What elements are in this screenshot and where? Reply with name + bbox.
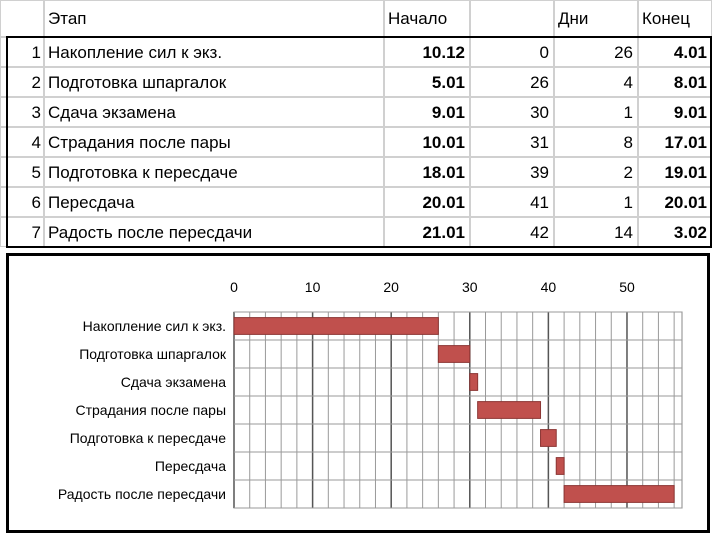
table-border-left [6,36,8,248]
gantt-bar [564,486,674,503]
start-cell[interactable]: 18.01 [384,157,470,187]
row-index[interactable]: 1 [0,37,44,67]
start-cell[interactable]: 20.01 [384,187,470,217]
stage-cell[interactable]: Пересдача [44,187,384,217]
offset-cell[interactable]: 0 [470,37,554,67]
header-end[interactable]: Конец [638,0,712,37]
header-stage[interactable]: Этап [44,0,384,37]
table-border-right [710,36,712,248]
category-label: Подготовка к пересдаче [69,430,226,446]
stage-cell[interactable]: Радость после пересдачи [44,217,384,247]
table-border-bottom [6,246,712,248]
days-cell[interactable]: 2 [554,157,638,187]
stage-cell[interactable]: Подготовка шпаргалок [44,67,384,97]
stage-cell[interactable]: Страдания после пары [44,127,384,157]
gantt-bar [478,402,541,419]
days-cell[interactable]: 14 [554,217,638,247]
offset-cell[interactable]: 30 [470,97,554,127]
category-label: Страдания после пары [75,402,226,418]
end-cell[interactable]: 20.01 [638,187,712,217]
days-cell[interactable]: 8 [554,127,638,157]
offset-cell[interactable]: 42 [470,217,554,247]
start-cell[interactable]: 5.01 [384,67,470,97]
offset-cell[interactable]: 26 [470,67,554,97]
end-cell[interactable]: 9.01 [638,97,712,127]
x-tick-label: 40 [540,279,557,295]
row-index[interactable]: 4 [0,127,44,157]
start-cell[interactable]: 10.12 [384,37,470,67]
row-index[interactable]: 6 [0,187,44,217]
row-index[interactable]: 5 [0,157,44,187]
end-cell[interactable]: 4.01 [638,37,712,67]
category-label: Радость после пересдачи [57,486,226,502]
gantt-bar [438,346,469,363]
days-cell[interactable]: 1 [554,97,638,127]
spreadsheet-table [0,0,720,252]
start-cell[interactable]: 9.01 [384,97,470,127]
gantt-chart-frame[interactable] [6,253,710,533]
offset-cell[interactable]: 39 [470,157,554,187]
gantt-chart [9,256,707,530]
start-cell[interactable]: 10.01 [384,127,470,157]
x-tick-label: 50 [619,279,635,295]
end-cell[interactable]: 3.02 [638,217,712,247]
days-cell[interactable]: 1 [554,187,638,217]
plot-area [234,312,682,508]
corner-cell[interactable] [0,0,44,37]
start-cell[interactable]: 21.01 [384,217,470,247]
days-cell[interactable]: 4 [554,67,638,97]
stage-cell[interactable]: Подготовка к пересдаче [44,157,384,187]
category-label: Пересдача [154,458,226,474]
header-days[interactable]: Дни [554,0,638,37]
table-border-top [6,36,712,38]
gantt-bar [470,374,478,391]
gantt-bar [541,430,557,447]
stage-cell[interactable]: Накопление сил к экз. [44,37,384,67]
x-tick-label: 10 [304,279,321,295]
end-cell[interactable]: 17.01 [638,127,712,157]
row-index[interactable]: 7 [0,217,44,247]
end-cell[interactable]: 19.01 [638,157,712,187]
gantt-bar [234,318,438,335]
row-index[interactable]: 3 [0,97,44,127]
header-start[interactable]: Начало [384,0,470,37]
gantt-bar [556,458,564,475]
category-label: Подготовка шпаргалок [79,346,226,362]
header-offset[interactable] [470,0,554,37]
days-cell[interactable]: 26 [554,37,638,67]
category-label: Накопление сил к экз. [82,318,226,334]
stage-cell[interactable]: Сдача экзамена [44,97,384,127]
end-cell[interactable]: 8.01 [638,67,712,97]
offset-cell[interactable]: 31 [470,127,554,157]
x-tick-label: 20 [383,279,399,295]
x-tick-label: 30 [462,279,478,295]
row-index[interactable]: 2 [0,67,44,97]
x-tick-label: 0 [230,279,238,295]
category-label: Сдача экзамена [120,374,226,390]
offset-cell[interactable]: 41 [470,187,554,217]
